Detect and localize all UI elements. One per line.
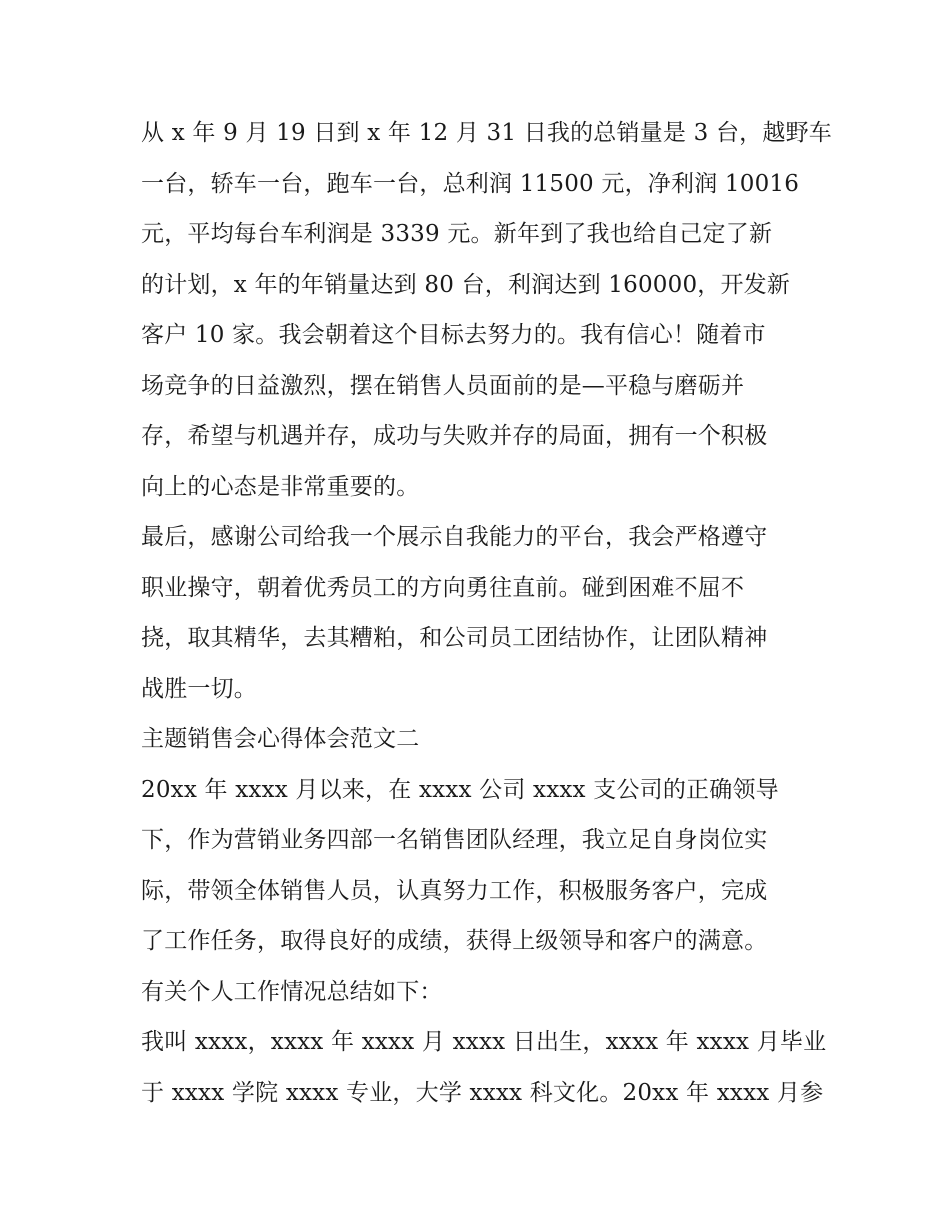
text-line: 存，希望与机遇并存，成功与失败并存的局面，拥有一个积极	[141, 423, 768, 449]
text-line: 场竞争的日益激烈，摆在销售人员面前的是—平稳与磨砺并	[141, 372, 745, 399]
text-line: 一台，轿车一台，跑车一台，总利润 11500 元，净利润 10016	[141, 170, 800, 197]
text-line: 职业操守，朝着优秀员工的方向勇往直前。碰到困难不屈不	[141, 574, 745, 601]
text-line: 客户 10 家。我会朝着这个目标去努力的。我有信心！随着市	[141, 322, 766, 348]
text-line: 有关个人工作情况总结如下：	[141, 978, 443, 1005]
document-body	[141, 108, 832, 1118]
text-line: 我叫 xxxx，xxxx 年 xxxx 月 xxxx 日出生，xxxx 年 xxxx 月毕业	[141, 1029, 827, 1055]
section-heading: 主题销售会心得体会范文二	[141, 726, 420, 752]
text-line: 战胜一切。	[141, 675, 257, 702]
text-line: 挠，取其精华，去其糟粕，和公司员工团结协作，让团队精神	[141, 625, 768, 651]
text-line: 从 x 年 9 月 19 日到 x 年 12 月 31 日我的总销量是 3 台，越野车	[141, 120, 832, 146]
text-line: 了工作任务，取得良好的成绩，获得上级领导和客户的满意。	[141, 928, 768, 954]
text-line: 下，作为营销业务四部一名销售团队经理，我立足自身岗位实	[141, 827, 768, 853]
text-line: 于 xxxx 学院 xxxx 专业，大学 xxxx 科文化。20xx 年 xxxx 月参	[141, 1079, 824, 1106]
text-line: 元，平均每台车利润是 3339 元。新年到了我也给自己定了新	[141, 221, 773, 247]
text-line: 际，带领全体销售人员，认真努力工作，积极服务客户，完成	[141, 877, 768, 904]
text-line: 最后，感谢公司给我一个展示自我能力的平台，我会严格遵守	[141, 524, 768, 550]
text-line: 20xx 年 xxxx 月以来，在 xxxx 公司 xxxx 支公司的正确领导	[141, 776, 779, 803]
text-line: 向上的心态是非常重要的。	[141, 473, 420, 500]
text-line: 的计划，x 年的年销量达到 80 台，利润达到 160000，开发新	[141, 271, 791, 298]
